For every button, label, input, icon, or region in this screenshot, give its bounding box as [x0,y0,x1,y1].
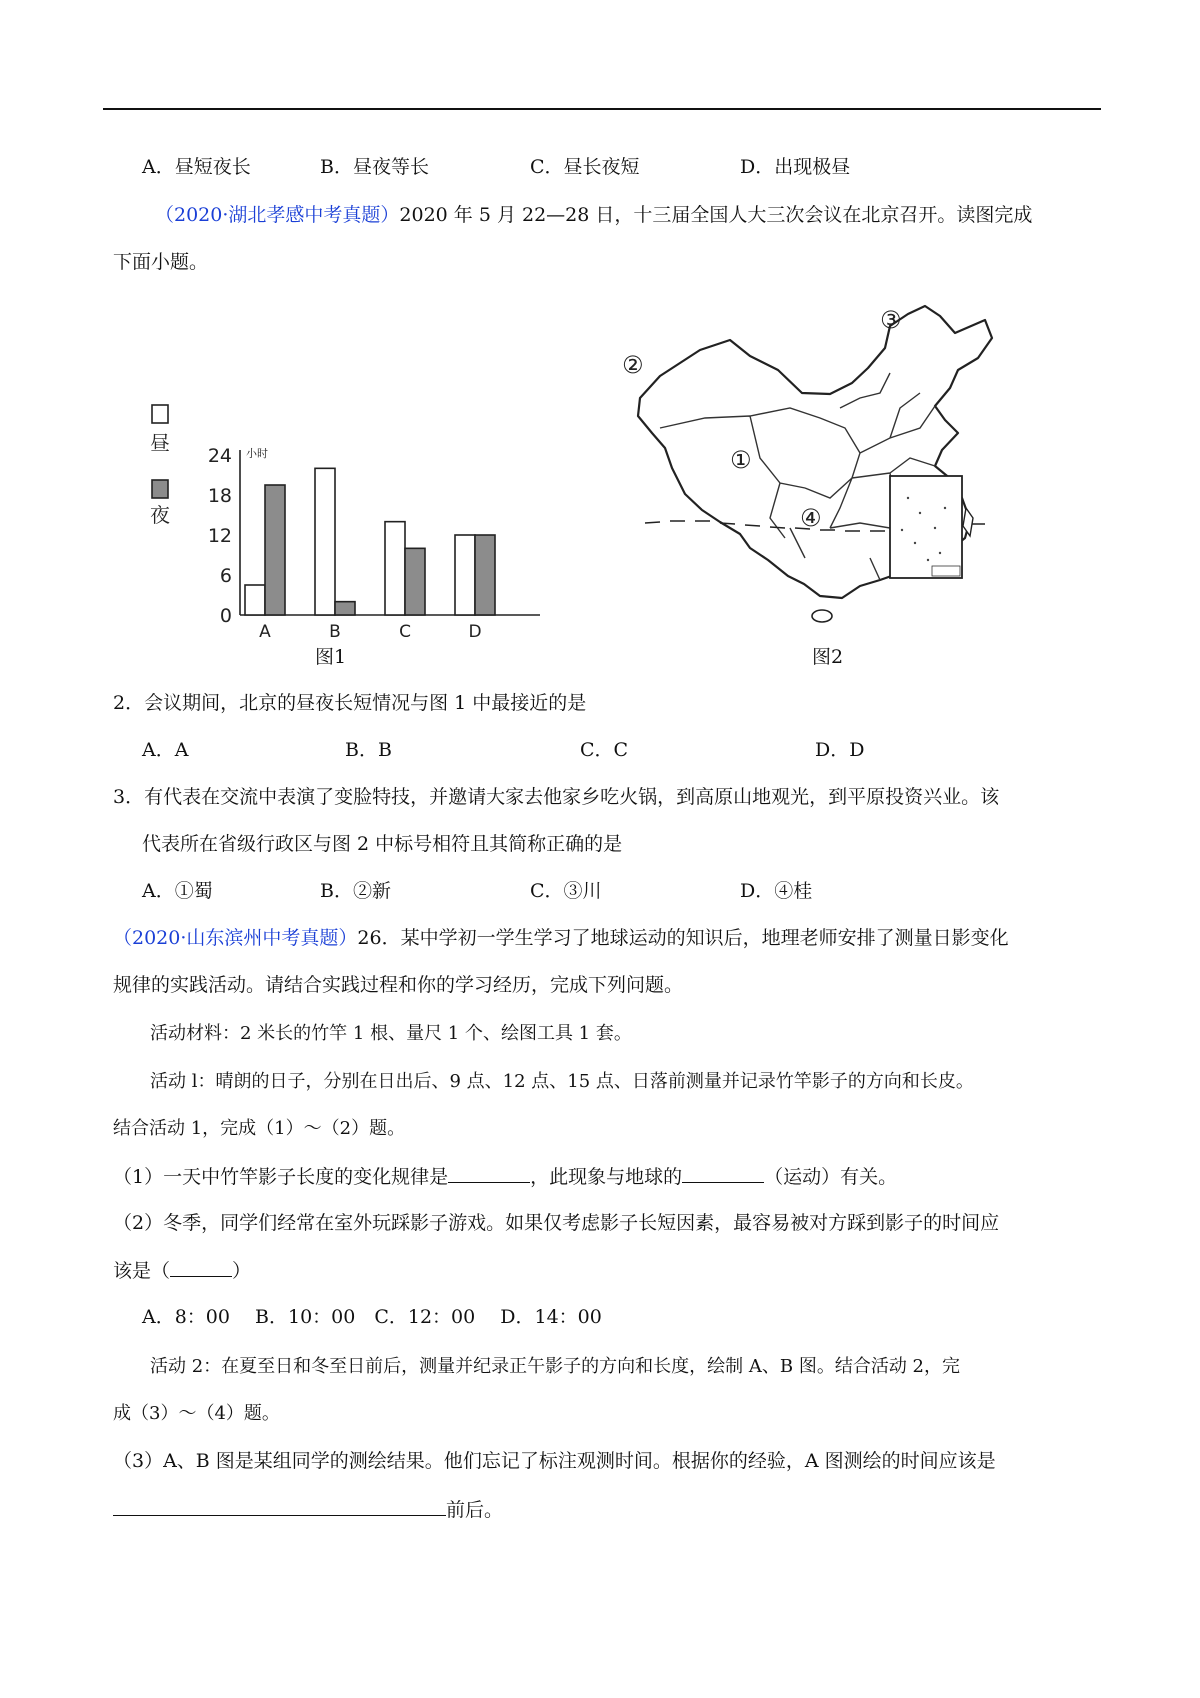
figure2-china-map [590,298,1050,628]
x-tick-label: B [329,622,341,642]
header-rule [103,108,1101,110]
q3-option-d: D．④桂 [740,880,813,902]
bar-night [335,602,355,615]
intro1-line2: 下面小题。 [113,251,209,273]
intro1-line1 [155,203,1032,227]
blank-observation-time[interactable] [113,1497,446,1516]
x-tick-label: C [399,622,411,642]
activity1-line2: 结合活动 1，完成（1）～（2）题。 [113,1118,406,1139]
intro2-line1 [113,926,1009,950]
figure2-caption: 图2 [812,646,844,668]
blank-answer-choice[interactable] [170,1258,232,1277]
bar-night [405,548,425,615]
blank-shadow-rule[interactable] [448,1164,530,1183]
figure1-caption: 图1 [315,646,347,668]
blank-earth-motion[interactable] [682,1164,764,1183]
subq2-line2 [113,1258,251,1283]
map-marker-1: ① [730,446,752,474]
y-tick-label: 24 [207,445,232,467]
y-tick-label: 12 [207,525,232,547]
subq3-tail: 前后。 [446,1499,504,1521]
subq3-line2 [113,1497,503,1522]
y-tick-label: 6 [219,565,232,587]
bar-day [385,522,405,615]
y-tick-label: 18 [207,485,232,507]
subq1-part-b: ，此现象与地球的 [530,1166,683,1188]
legend-night-swatch [152,480,168,498]
subq1 [113,1164,897,1189]
activity2-line1: 活动 2：在夏至日和冬至日前后，测量并纪录正午影子的方向和长度，绘制 A、B 图。结合活动 2，完 [150,1356,961,1377]
bar-day [455,535,475,615]
q3-option-c: C．③川 [530,880,602,902]
subq1-part-c: （运动）有关。 [764,1166,898,1188]
q2-option-a: A．A [142,739,189,761]
legend-day-label: 昼 [150,431,170,455]
q1-option-b: B．昼夜等长 [320,156,429,178]
q2-stem: 2．会议期间，北京的昼夜长短情况与图 1 中最接近的是 [113,692,587,714]
bar-night [475,535,495,615]
q2-option-c: C．C [580,739,629,761]
q3-option-a: A．①蜀 [142,880,213,902]
source-tag-hubei: （2020·湖北孝感中考真题） [155,204,400,226]
intro1-text: 2020 年 5 月 22—28 日，十三届全国人大三次会议在北京召开。读图完成 [399,204,1033,226]
bar-day [315,468,335,615]
q2-option-b: B．B [345,739,392,761]
south-china-sea-inset [890,476,962,578]
subq2-paren-open: 该是（ [113,1260,171,1282]
bar-night [265,485,285,615]
q3-stem-line2: 代表所在省级行政区与图 2 中标号相符且其简称正确的是 [142,833,623,855]
q2-option-d: D．D [815,739,865,761]
q1-option-c: C．昼长夜短 [530,156,640,178]
hainan-island [812,610,832,622]
intro2-line2: 规律的实践活动。请结合实践过程和你的学习经历，完成下列问题。 [113,974,684,996]
subq2-paren-close: ） [232,1260,252,1282]
activity1-line1: 活动 l：晴朗的日子，分别在日出后、9 点、12 点、15 点、日落前测量并记录竹竿影子的方向和长皮。 [150,1071,974,1092]
subq2-options: A．8：00 B．10：00 C．12：00 D．14：00 [142,1306,602,1328]
map-marker-2: ② [622,351,644,379]
q3-stem-line1: 3．有代表在交流中表演了变脸特技，并邀请大家去他家乡吃火锅，到高原山地观光，到平原投资兴业。该 [113,786,1000,808]
figure1-bar-chart [150,400,560,642]
x-tick-label: A [259,622,271,642]
legend-night-label: 夜 [150,503,170,527]
activity-materials: 活动材料：2 米长的竹竿 1 根、量尺 1 个、绘图工具 1 套。 [150,1023,632,1044]
subq1-part-a: （1）一天中竹竿影子长度的变化规律是 [113,1166,449,1188]
y-tick-label: 0 [219,605,232,627]
bar-day [245,585,265,615]
y-unit-label: 小时 [246,447,268,460]
q1-option-d: D．出现极昼 [740,156,851,178]
x-tick-label: D [468,622,482,642]
intro2-text: 26．某中学初一学生学习了地球运动的知识后，地理老师安排了测量日影变化 [357,927,1009,949]
subq2-line1: （2）冬季，同学们经常在室外玩踩影子游戏。如果仅考虑影子长短因素，最容易被对方踩到影子的时间应 [113,1212,1000,1234]
legend-day-swatch [152,405,168,423]
map-marker-3: ③ [880,306,902,334]
subq3-line1: （3）A、B 图是某组同学的测绘结果。他们忘记了标注观测时间。根据你的经验，A 图测绘的时间应该是 [113,1450,996,1472]
source-tag-shandong: （2020·山东滨州中考真题） [113,927,358,949]
q1-option-a: A．昼短夜长 [142,156,251,178]
activity2-line2: 成（3）～（4）题。 [113,1403,280,1424]
inset-label-box [932,566,960,576]
map-marker-4: ④ [800,504,822,532]
q3-option-b: B．②新 [320,880,391,902]
